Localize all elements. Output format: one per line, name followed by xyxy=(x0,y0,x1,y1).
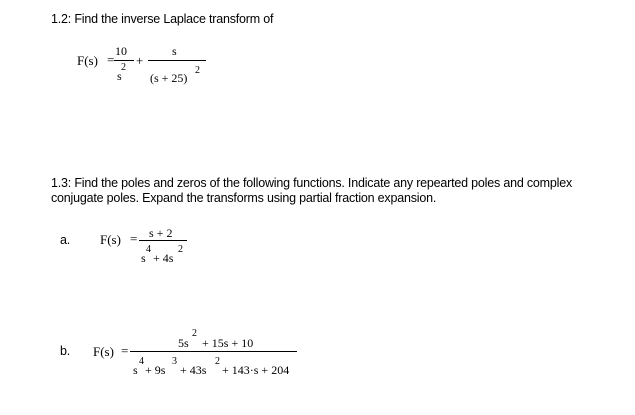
eq12-term2-fraction-bar xyxy=(148,60,206,61)
eq12-lhs: F(s) xyxy=(77,53,98,68)
eqa-fraction-bar xyxy=(139,240,187,241)
eq12-term1-denominator: s xyxy=(117,69,122,83)
eqb-den-exp2: 3 xyxy=(172,356,177,367)
eqb-num-lead: 5s xyxy=(178,336,189,350)
eqb-lhs: F(s) xyxy=(93,344,114,359)
part-a-label: a. xyxy=(60,233,71,247)
eq12-term1-fraction-bar xyxy=(114,60,134,61)
eqb-equals: = xyxy=(121,343,129,358)
eqb-den-exp3: 2 xyxy=(215,356,220,367)
eq12-equals: = xyxy=(107,52,115,67)
eqb-num-exp: 2 xyxy=(192,328,197,339)
eqb-den-exp1: 4 xyxy=(139,356,144,367)
part-b-label: b. xyxy=(60,344,71,358)
eqb-num-rest: + 15s + 10 xyxy=(202,336,254,350)
eqb-den-s: s xyxy=(133,363,138,377)
eqa-den-exp2: 2 xyxy=(178,244,183,255)
eqb-fraction-bar xyxy=(130,351,297,352)
eq12-term2-exponent: 2 xyxy=(195,65,200,76)
eqb-den-term1: + 9s xyxy=(145,363,166,377)
eq12-term1-exponent: 2 xyxy=(121,62,126,73)
problem-1-2-heading: 1.2: Find the inverse Laplace transform of xyxy=(51,12,274,26)
problem-1-3-heading-line2: conjugate poles. Expand the transforms using partial fraction expansion. xyxy=(51,191,437,205)
eqb-den-term2: + 43s xyxy=(180,363,207,377)
eqa-numerator: s + 2 xyxy=(149,226,173,240)
eqa-den-s: s xyxy=(141,251,146,265)
eq12-plus: + xyxy=(136,53,144,68)
eq12-term1-numerator: 10 xyxy=(115,44,127,58)
eq12-term2-denominator: (s + 25) xyxy=(150,71,188,85)
eqa-equals: = xyxy=(130,231,138,246)
eqa-den-rest: + 4s xyxy=(153,251,174,265)
eqa-lhs: F(s) xyxy=(100,232,121,247)
eq12-term2-numerator: s xyxy=(172,44,177,58)
eqa-den-exp1: 4 xyxy=(146,244,151,255)
problem-1-3-heading-line1: 1.3: Find the poles and zeros of the following functions. Indicate any repearted poles and complex xyxy=(51,176,573,190)
eqb-den-term3: + 143·s + 204 xyxy=(222,363,290,377)
